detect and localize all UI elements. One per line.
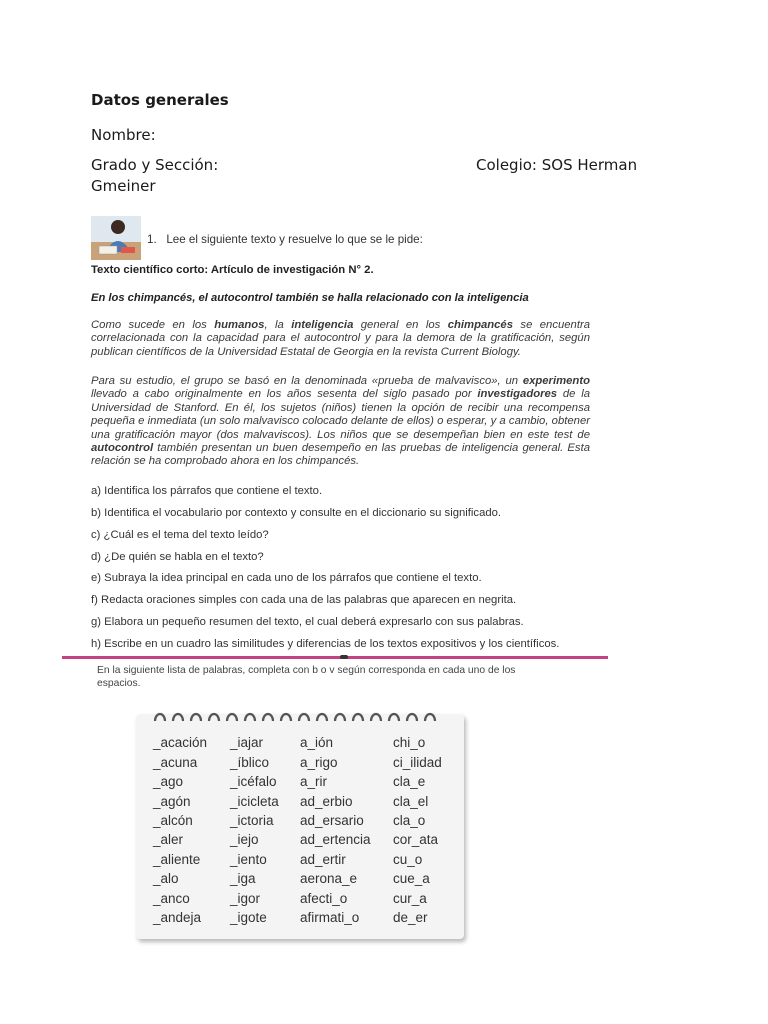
school-label-continued: Gmeiner	[91, 177, 156, 195]
activity-subtitle: Texto científico corto: Artículo de investigación N° 2.	[91, 264, 374, 276]
word-item: aerona_e	[300, 871, 358, 886]
word-item: _icéfalo	[230, 774, 277, 789]
section-title: Datos generales	[91, 91, 229, 109]
word-item: _alo	[153, 871, 179, 886]
word-item: cu_o	[393, 852, 423, 867]
word-item: ad_ersario	[300, 813, 364, 828]
p2-text: Para su estudio, el grupo se basó en la denominada «prueba de malvavisco», un	[91, 375, 523, 387]
exercise-instruction: En la siguiente lista de palabras, completa con b o v según corresponda en cada uno de los espacios.	[97, 665, 516, 689]
bold-word: humanos	[214, 319, 265, 331]
word-item: _alcón	[153, 813, 193, 828]
word-item: _anco	[153, 891, 190, 906]
word-item: _iga	[230, 871, 256, 886]
p2-text: llevado a cabo originalmente en los años sesenta del siglo pasado por	[91, 388, 478, 401]
paragraph-1	[91, 319, 590, 359]
word-item: _ago	[153, 774, 184, 789]
question-item: d) ¿De quién se habla en el texto?	[91, 551, 264, 563]
word-item: _aliente	[153, 852, 201, 867]
notebook-card	[136, 714, 464, 939]
bold-word: investigadores	[477, 388, 558, 401]
bold-word: inteligencia	[291, 319, 354, 331]
word-item: cla_o	[393, 813, 426, 828]
word-item: cla_e	[393, 774, 426, 789]
word-item: _iento	[230, 852, 267, 867]
divider-line	[62, 656, 608, 659]
question-item: h) Escribe en un cuadro las similitudes y diferencias de los textos expositivos y los científicos.	[91, 638, 560, 650]
word-item: _igote	[230, 910, 267, 925]
word-item: a_ión	[300, 735, 334, 750]
bold-word: experimento	[522, 375, 590, 387]
word-item: cla_el	[393, 794, 429, 809]
paragraph-2	[91, 375, 590, 469]
word-item: afirmati_o	[300, 910, 360, 925]
p1-text: Como sucede en los	[91, 319, 215, 331]
p1-text: general en los	[353, 319, 448, 331]
word-item: _ictoria	[230, 813, 274, 828]
question-item: b) Identifica el vocabulario por contexto y consulte en el diccionario su significado.	[91, 507, 502, 519]
word-item: _icicleta	[230, 794, 279, 809]
question-item: a) Identifica los párrafos que contiene el texto.	[91, 485, 323, 497]
word-item: _iejo	[230, 832, 259, 847]
school-label: Colegio: SOS Herman	[476, 156, 638, 174]
question-item: f) Redacta oraciones simples con cada una de las palabras que aparecen en negrita.	[91, 594, 517, 606]
word-item: de_er	[393, 910, 428, 925]
word-item: _aler	[153, 832, 184, 847]
bold-word: autocontrol	[91, 442, 154, 455]
word-item: afecti_o	[300, 891, 348, 906]
word-item: ci_ilidad	[393, 755, 442, 770]
p1-text: , la	[264, 319, 292, 331]
question-item: c) ¿Cuál es el tema del texto leído?	[91, 529, 269, 541]
word-item: ad_erbio	[300, 794, 353, 809]
p2-text: también presentan un buen desempeño en las pruebas de inteligencia general. Esta relación se ha comprobado ahora en los chimpancés.	[91, 442, 590, 468]
p1-text: se encuentra correlacionada con la capacidad para el autocontrol y para la demora de la gratificación, según publican científicos de la Universidad Estatal de Georgia en la revista Current Biology.	[91, 319, 591, 358]
word-item: _íblico	[230, 755, 270, 770]
word-item: ad_ertir	[300, 852, 346, 867]
spiral-rings-icon	[153, 705, 443, 725]
word-item: _iajar	[230, 735, 264, 750]
bold-word: chimpancés	[447, 319, 514, 331]
word-item: chi_o	[393, 735, 426, 750]
question-item: e) Subraya la idea principal en cada uno de los párrafos que contiene el texto.	[91, 572, 482, 584]
word-item: cue_a	[393, 871, 430, 886]
name-label: Nombre:	[91, 126, 156, 144]
article-heading: En los chimpancés, el autocontrol también se halla relacionado con la inteligencia	[91, 292, 529, 304]
word-item: _acación	[153, 735, 208, 750]
word-item: _igor	[230, 891, 261, 906]
student-photo-image	[91, 216, 141, 260]
divider-mark	[340, 655, 348, 659]
word-item: _acuna	[153, 755, 198, 770]
word-item: _agón	[153, 794, 191, 809]
question-item: g) Elabora un pequeño resumen del texto, el cual deberá expresarlo con sus palabras.	[91, 616, 524, 628]
activity-instruction: 1. Lee el siguiente texto y resuelve lo que se le pide:	[147, 233, 423, 246]
word-item: a_rigo	[300, 755, 338, 770]
word-item: cur_a	[393, 891, 427, 906]
word-item: ad_ertencia	[300, 832, 371, 847]
word-item: a_rir	[300, 774, 328, 789]
grade-label: Grado y Sección:	[91, 156, 219, 174]
word-item: cor_ata	[393, 832, 439, 847]
word-item: _andeja	[153, 910, 202, 925]
p2-text: de la Universidad de Stanford. En él, los sujetos (niños) tienen la opción de recibir una recompensa pequeña e inmediata (un solo malvavisco colocado delante de ellos) o esperar, y a cambio, obtener una gratificación mayor (dos malvaviscos). Los niños que se desempeñan bien en este test de	[91, 388, 590, 441]
